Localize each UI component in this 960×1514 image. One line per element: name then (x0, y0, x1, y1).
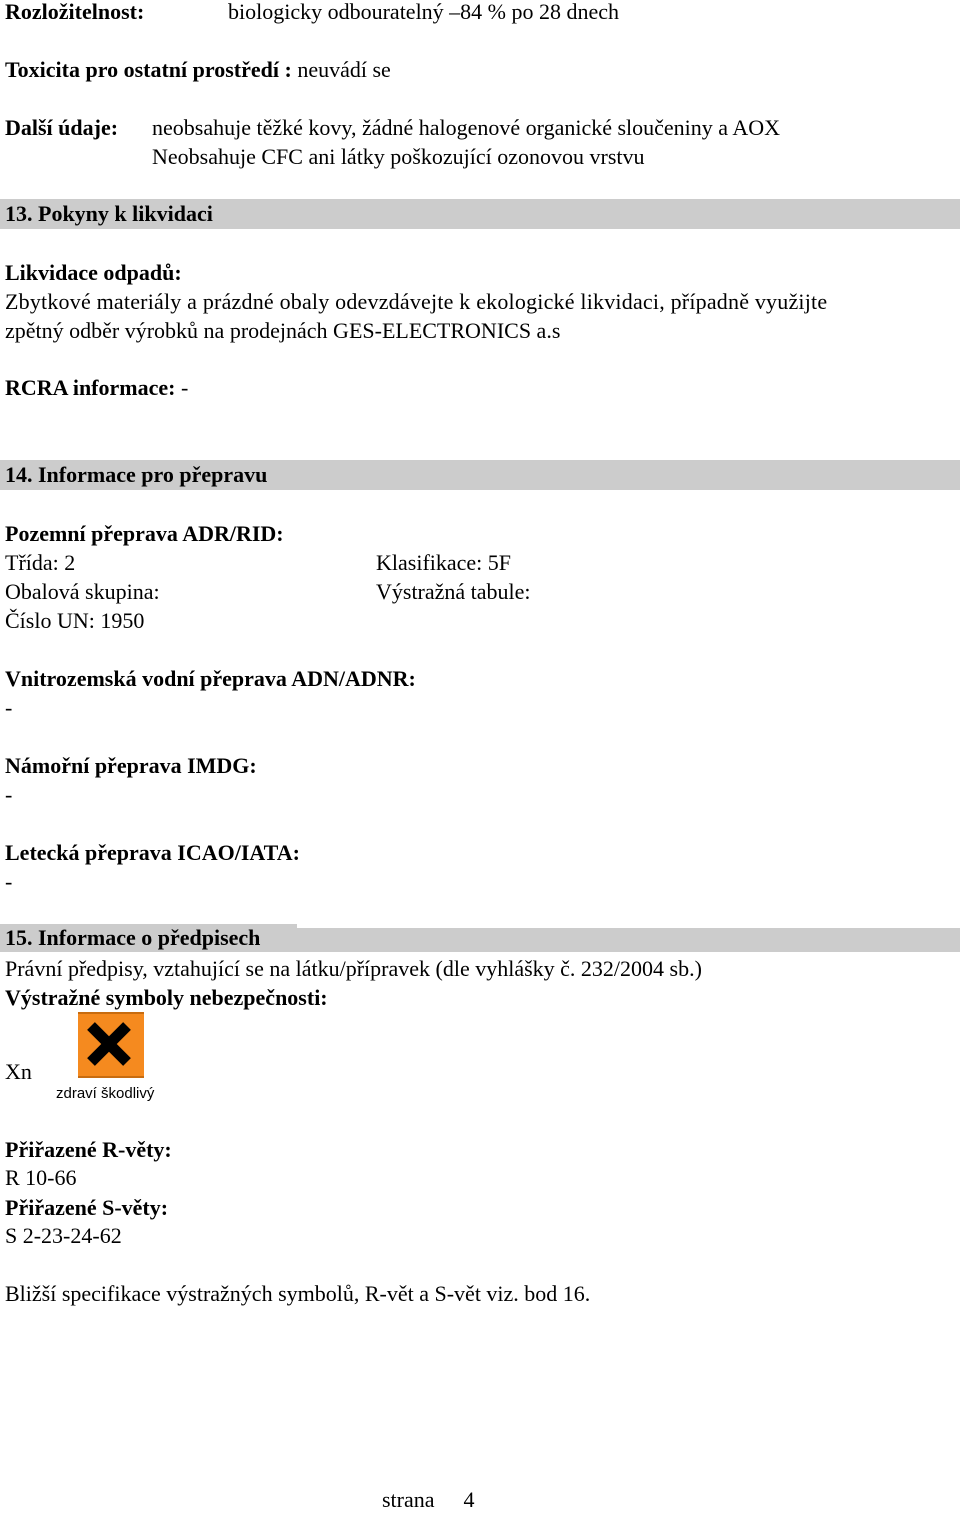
r-phrases-value: R 10-66 (5, 1165, 77, 1190)
section-13-title: 13. Pokyny k likvidaci (5, 201, 213, 226)
adn-label: Vnitrozemská vodní přeprava ADN/ADNR: (5, 666, 416, 691)
rcra-row (5, 374, 188, 402)
hazard-symbol-code: Xn (5, 1059, 32, 1084)
toxicity-row (5, 56, 391, 84)
section-14-title: 14. Informace pro přepravu (5, 462, 268, 487)
adr-label: Pozemní přeprava ADR/RID: (5, 521, 284, 546)
waste-disposal-line-2: zpětný odběr výrobků na prodejnách GES-ELECTRONICS a.s (5, 318, 561, 343)
rcra-label: RCRA informace: (5, 375, 176, 400)
section-13-header (0, 199, 960, 229)
icao-value: - (5, 869, 13, 894)
other-data-label: Další údaje: (5, 115, 119, 140)
transport-class: Třída: 2 (5, 550, 76, 575)
section-15-title: 15. Informace o předpisech (5, 925, 261, 950)
section-15-header (0, 924, 960, 952)
rcra-value: - (180, 375, 189, 400)
specification-note: Bližší specifikace výstražných symbolů, R-vět a S-vět viz. bod 16. (5, 1281, 591, 1306)
degradability-value: biologicky odbouratelný –84 % po 28 dnech (228, 0, 620, 24)
transport-classification: Klasifikace: 5F (376, 550, 512, 575)
adn-value: - (5, 695, 13, 720)
section-14-header (0, 460, 960, 490)
s-phrases-label: Přiřazené S-věty: (5, 1195, 169, 1220)
page-footer (382, 1486, 475, 1514)
regulations-text: Právní předpisy, vztahující se na látku/přípravek (dle vyhlášky č. 232/2004 sb.) (5, 956, 702, 981)
warning-plate: Výstražná tabule: (376, 579, 531, 604)
section-15-bar-right (297, 928, 960, 952)
other-data-line-1: neobsahuje těžké kovy, žádné halogenové organické sloučeniny a AOX (152, 115, 781, 140)
imdg-label: Námořní přeprava IMDG: (5, 753, 257, 778)
toxicity-label: Toxicita pro ostatní prostředí : (5, 57, 292, 82)
page-label: strana (382, 1487, 435, 1512)
degradability-label: Rozložitelnost: (5, 0, 145, 24)
hazard-symbols-label: Výstražné symboly nebezpečnosti: (5, 985, 328, 1010)
hazard-symbol-caption: zdraví škodlivý (56, 1085, 155, 1102)
imdg-value: - (5, 782, 13, 807)
waste-disposal-label: Likvidace odpadů: (5, 260, 182, 285)
other-data-line-2: Neobsahuje CFC ani látky poškozující ozonovou vrstvu (152, 144, 645, 169)
s-phrases-value: S 2-23-24-62 (5, 1223, 122, 1248)
page-number: 4 (463, 1487, 475, 1512)
icao-label: Letecká přeprava ICAO/IATA: (5, 840, 300, 865)
packing-group: Obalová skupina: (5, 579, 160, 604)
un-number: Číslo UN: 1950 (5, 608, 145, 633)
waste-disposal-line-1: Zbytkové materiály a prázdné obaly odevzdávejte k ekologické likvidaci, případně využijte (5, 289, 828, 314)
r-phrases-label: Přiřazené R-věty: (5, 1137, 172, 1162)
toxicity-value: neuvádí se (297, 57, 391, 82)
saint-andrews-cross-icon (78, 1012, 144, 1078)
